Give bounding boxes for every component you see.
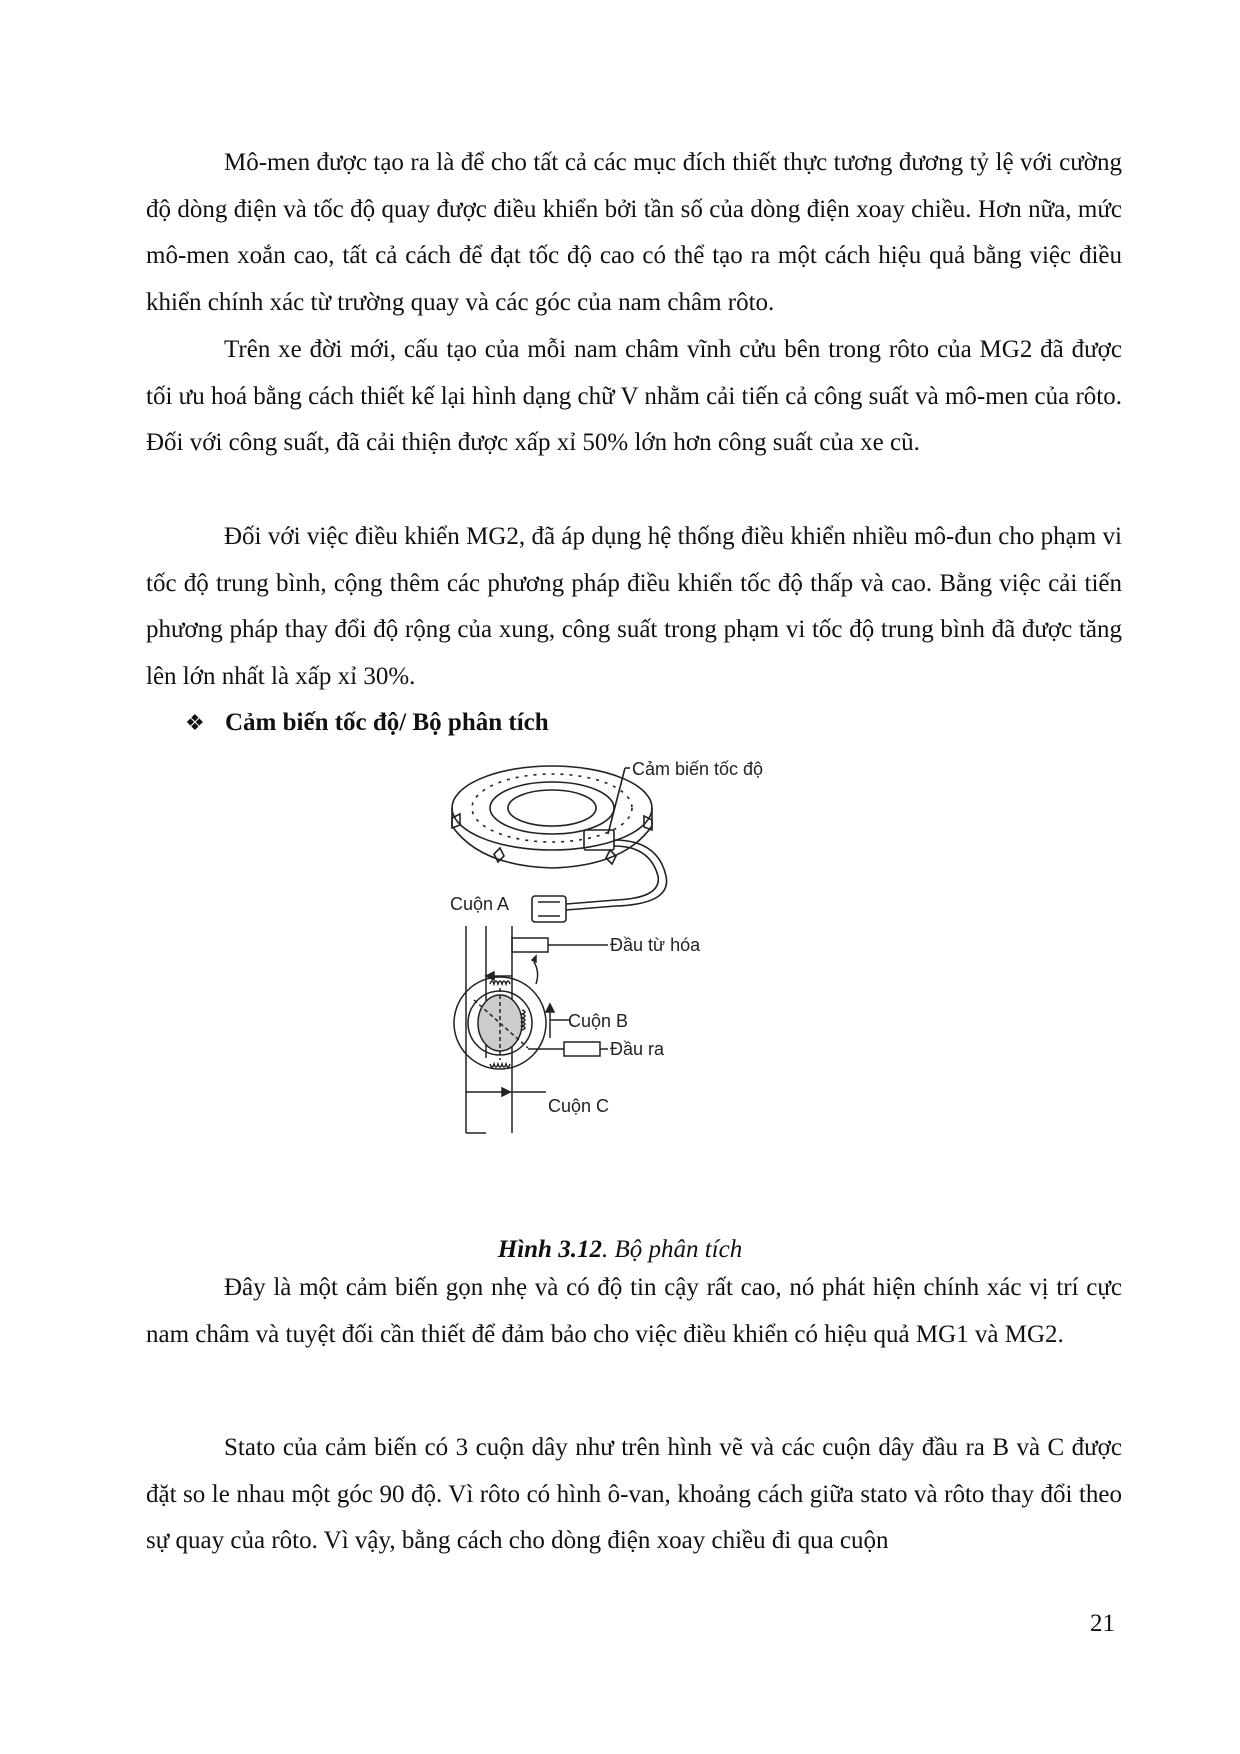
paragraph-4-text: Đây là một cảm biến gọn nhẹ và có độ tin cậy rất cao, nó phát hiện chính xác vị trí cực nam châm và tuyệt đối cần thiết để đảm bảo cho việc điều khiển có hiệu quả MG1 và MG2. [146, 1274, 1122, 1348]
paragraph-5 [146, 1425, 1122, 1565]
resolver-diagram [440, 748, 880, 1208]
paragraph-4 [146, 1265, 1122, 1358]
paragraph-2-text: Trên xe đời mới, cấu tạo của mỗi nam châm vĩnh cửu bên trong rôto của MG2 đã được tối ưu hoá bằng cách thiết kế lại hình dạng chữ V nhằm cải tiến cả công suất và mô-men của rôto. Đối với công suất, đã cải thiện được xấp xỉ 50% lớn hơn công suất của xe cũ. [146, 336, 1122, 456]
paragraph-3-text: Đối với việc điều khiển MG2, đã áp dụng hệ thống điều khiển nhiều mô-đun cho phạm vi tốc độ trung bình, cộng thêm các phương pháp điều khiển tốc độ thấp và cao. Bằng việc cải tiến phương pháp thay đổi độ rộng của xung, công suất trong phạm vi tốc độ trung bình đã được tăng lên lớn nhất là xấp xỉ 30%. [146, 523, 1122, 690]
output-terminal-label: Đầu ra [610, 1039, 665, 1059]
paragraph-2 [146, 327, 1122, 467]
section-heading-text: Cảm biến tốc độ/ Bộ phân tích [225, 709, 549, 736]
paragraph-3 [146, 514, 1122, 700]
coil-c-label: Cuộn C [548, 1096, 610, 1116]
coil-a-label: Cuộn A [450, 894, 510, 914]
figure-caption [0, 1232, 1240, 1268]
figure-caption-text: . Bộ phân tích [601, 1236, 743, 1263]
figure-number: Hình 3.12 [497, 1236, 602, 1263]
speed-sensor-label: Cảm biến tốc độ [632, 759, 764, 779]
resolver-figure [440, 748, 880, 1208]
diamond-bullet-icon: ❖ [185, 711, 205, 736]
paragraph-1-text: Mô-men được tạo ra là để cho tất cả các mục đích thiết thực tương đương tỷ lệ với cường độ dòng điện và tốc độ quay được điều khiển bởi tần số của dòng điện xoay chiều. Hơn nữa, mức mô-men xoắn cao, tất cả cách để đạt tốc độ cao có thể tạo ra một cách hiệu quả bằng việc điều khiển chính xác từ trường quay và các góc của nam châm rôto. [146, 149, 1122, 316]
paragraph-1 [146, 140, 1122, 326]
page-number: 21 [1090, 1610, 1115, 1637]
coil-b-label: Cuộn B [568, 1011, 629, 1031]
paragraph-5-text: Stato của cảm biến có 3 cuộn dây như trên hình vẽ và các cuộn dây đầu ra B và C được đặt so le nhau một góc 90 độ. Vì rôto có hình ô-van, khoảng cách giữa stato và rôto thay đổi theo sự quay của rôto. Vì vậy, bằng cách cho dòng điện xoay chiều đi qua cuộn [146, 1434, 1122, 1554]
excitation-terminal-label: Đầu từ hóa [610, 935, 701, 955]
section-heading [185, 703, 549, 744]
